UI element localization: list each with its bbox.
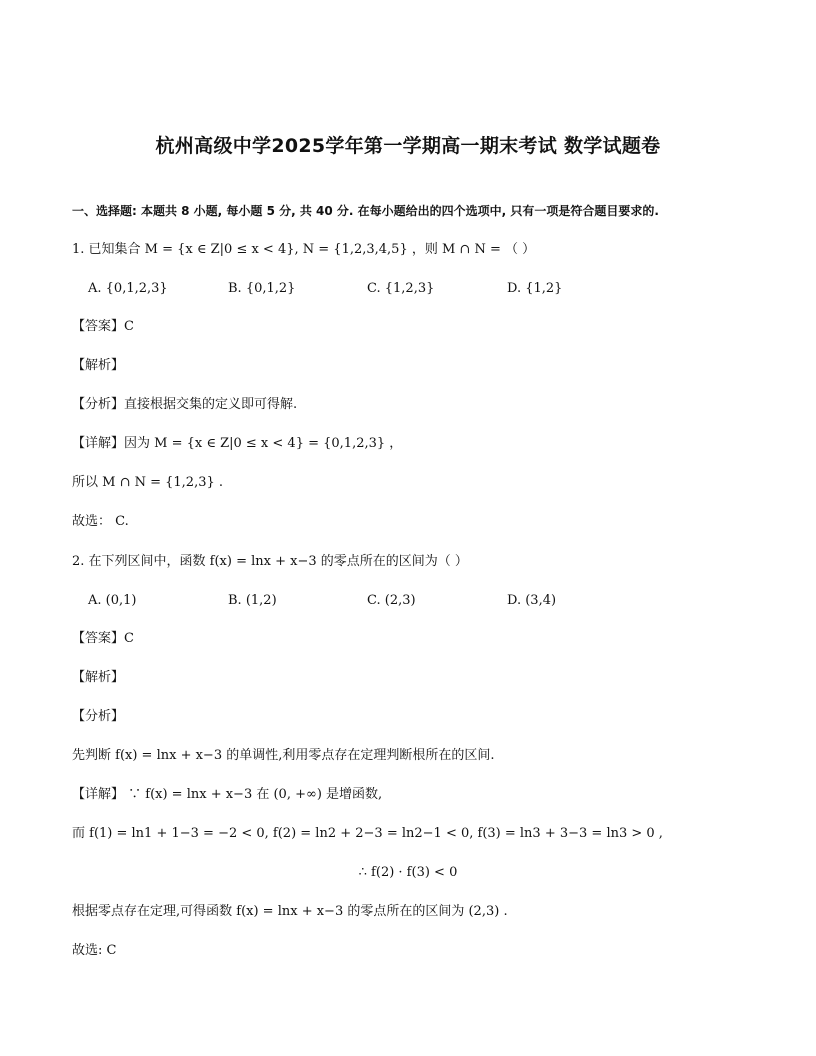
q1-option-d: D. {1,2} bbox=[507, 281, 563, 296]
q1-detail: 【详解】因为 M = {x ∈ Z|0 ≤ x < 4} = {0,1,2,3} ， bbox=[72, 436, 403, 451]
q1-option-b: B. {0,1,2} bbox=[228, 281, 296, 296]
q1-choice: 故选： C. bbox=[72, 514, 129, 529]
q2-option-a: A. (0,1) bbox=[88, 593, 137, 608]
q2-conclusion: 根据零点存在定理,可得函数 f(x) = lnx + x−3 的零点所在的区间为 (2,3) . bbox=[72, 904, 508, 919]
q2-option-c: C. (2,3) bbox=[367, 593, 416, 608]
q1-fenxi: 【分析】直接根据交集的定义即可得解. bbox=[72, 397, 298, 412]
q1-result: 所以 M ∩ N = {1,2,3} . bbox=[72, 475, 224, 490]
q1-stem: 1. 已知集合 M = {x ∈ Z|0 ≤ x < 4}, N = {1,2,3,4,5} ，则 M ∩ N = （ ） bbox=[72, 242, 536, 257]
q2-detail: 【详解】 ∵ f(x) = lnx + x−3 在 (0, +∞) 是增函数, bbox=[72, 787, 383, 802]
q2-fenxi: 先判断 f(x) = lnx + x−3 的单调性,利用零点存在定理判断根所在的区间. bbox=[72, 748, 495, 763]
q2-answer: 【答案】C bbox=[72, 631, 134, 646]
q2-option-d: D. (3,4) bbox=[507, 593, 557, 608]
q1-option-c: C. {1,2,3} bbox=[367, 281, 435, 296]
q1-option-a: A. {0,1,2,3} bbox=[88, 281, 168, 296]
q2-analysis-label: 【解析】 bbox=[72, 670, 125, 685]
q2-fenxi-label: 【分析】 bbox=[72, 709, 125, 724]
q2-calc: 而 f(1) = ln1 + 1−3 = −2 < 0, f(2) = ln2 + 2−3 = ln2−1 < 0, f(3) = ln3 + 3−3 = ln3 > 0 , bbox=[72, 826, 663, 841]
q2-therefore: ∴ f(2) · f(3) < 0 bbox=[358, 865, 458, 880]
q2-option-b: B. (1,2) bbox=[228, 593, 277, 608]
page-title: 杭州高级中学2025学年第一学期高一期末考试 数学试题卷 bbox=[155, 135, 661, 157]
q1-answer: 【答案】C bbox=[72, 319, 134, 334]
q2-choice: 故选: C bbox=[72, 943, 117, 958]
q1-analysis-label: 【解析】 bbox=[72, 358, 125, 373]
q2-stem: 2. 在下列区间中，函数 f(x) = lnx + x−3 的零点所在的区间为（ ） bbox=[72, 554, 468, 569]
section-heading: 一、选择题: 本题共 8 小题, 每小题 5 分, 共 40 分. 在每小题给出的四个选项中, 只有一项是符合题目要求的. bbox=[72, 204, 659, 218]
